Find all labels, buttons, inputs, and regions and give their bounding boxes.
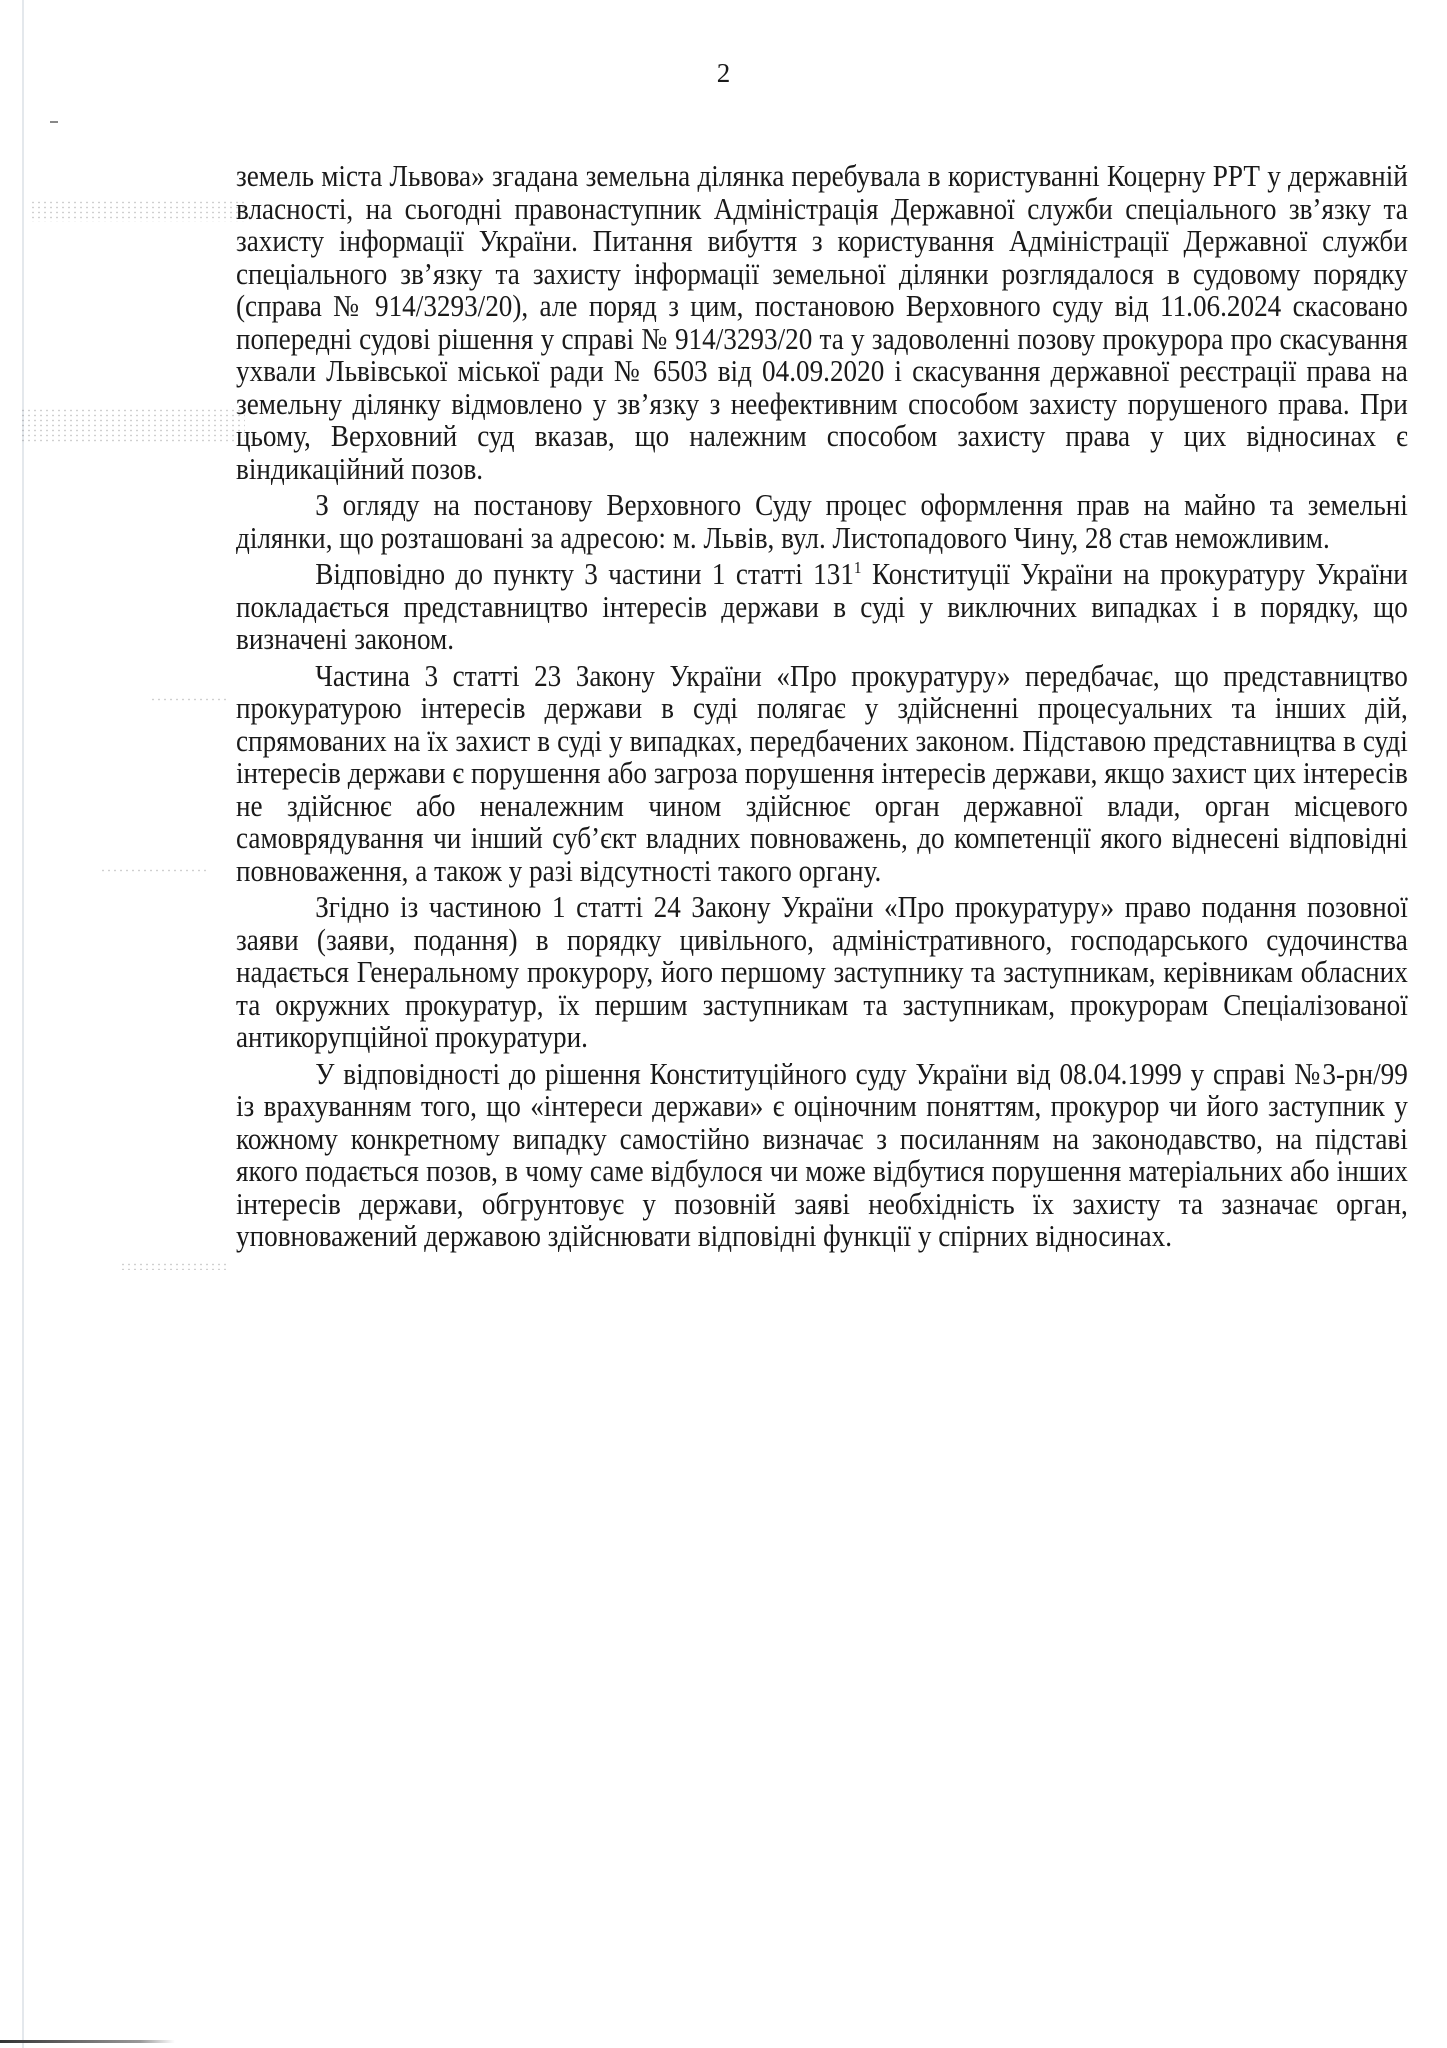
scan-bottom-edge bbox=[0, 2040, 175, 2043]
paragraph-text: Відповідно до пункту 3 частини 1 статті 131 bbox=[315, 557, 854, 591]
scan-mark bbox=[50, 121, 58, 123]
paragraph-text: Конституції України на прокуратуру України покладається представництво інтересів держави в суді у виключних випадках і в порядку, що визначені законом. bbox=[236, 557, 1408, 656]
document-body bbox=[236, 160, 1408, 1253]
paragraph-supreme-court-review: З огляду на постанову Верховного Суду процес оформлення прав на майно та земельні ділянки, що розташовані за адресою: м. Львів, вул. Листопадового Чину, 28 став неможливим. bbox=[236, 488, 1408, 555]
paragraph-article-24: Згідно із частиною 1 статті 24 Закону України «Про прокуратуру» право подання позовної заяви (заяви, подання) в порядку цивільного, адміністративного, господарського судочинства надається Генеральному прокурору, його першому заступнику та заступникам, керівникам обласних та окружних прокуратур, їх першим заступникам та заступникам, прокурорам Спеціалізованої антикорупційної прокуратури. bbox=[236, 890, 1408, 1054]
page-number: 2 bbox=[716, 58, 731, 88]
paragraph-continuation: земель міста Львова» згадана земельна ділянка перебувала в користуванні Коцерну РРТ у державній власності, на сьогодні правонаступник Адміністрація Державної служби спеціального зв’язку та захисту інформації України. Питання вибуття з користування Адміністрації Державної служби спеціального зв’язку та захисту інформації земельної ділянки розглядалося в судовому порядку (справа № 914/3293/20), але поряд з цим, постановою Верховного суду від 11.06.2024 скасовано попередні судові рішення у справі № 914/3293/20 та у задоволенні позову прокурора про скасування ухвали Львівської міської ради № 6503 від 04.09.2020 і скасування державної реєстрації права на земельну ділянку відмовлено у зв’язку з неефективним способом захисту порушеного права. При цьому, Верховний суд вказав, що належним способом захисту права у цих відносинах є віндикаційний позов. bbox=[236, 159, 1408, 486]
paragraph-constitution-article bbox=[236, 558, 1408, 656]
scan-noise bbox=[150, 697, 230, 703]
scan-noise bbox=[30, 200, 245, 222]
scan-noise bbox=[120, 1262, 230, 1270]
scan-noise bbox=[20, 408, 245, 442]
scan-left-edge bbox=[22, 0, 24, 2048]
superscript: 1 bbox=[853, 557, 862, 577]
scan-noise bbox=[100, 868, 210, 874]
paragraph-article-23: Частина 3 статті 23 Закону України «Про прокуратуру» передбачає, що представництво прокуратурою інтересів держави в суді полягає у здійсненні процесуальних та інших дій, спрямованих на їх захист в суді у випадках, передбачених законом. Підставою представництва в суді інтересів держави є порушення або загроза порушення інтересів держави, якщо захист цих інтересів не здійснює або неналежним чином здійснює орган державної влади, орган місцевого самоврядування чи інший суб’єкт владних повноважень, до компетенції якого віднесені відповідні повноваження, а також у разі відсутності такого органу. bbox=[236, 658, 1408, 888]
paragraph-constitutional-court: У відповідності до рішення Конституційного суду України від 08.04.1999 у справі №3-рн/99 із врахуванням того, що «інтереси держави» є оціночним поняттям, прокурор чи його заступник у кожному конкретному випадку самостійно визначає з посиланням на законодавство, на підставі якого подається позов, в чому саме відбулося чи може відбутися порушення матеріальних або інших інтересів держави, обгрунтовує у позовній заяві необхідність їх захисту та зазначає орган, уповноважений державою здійснювати відповідні функції у спірних відносинах. bbox=[236, 1056, 1408, 1253]
